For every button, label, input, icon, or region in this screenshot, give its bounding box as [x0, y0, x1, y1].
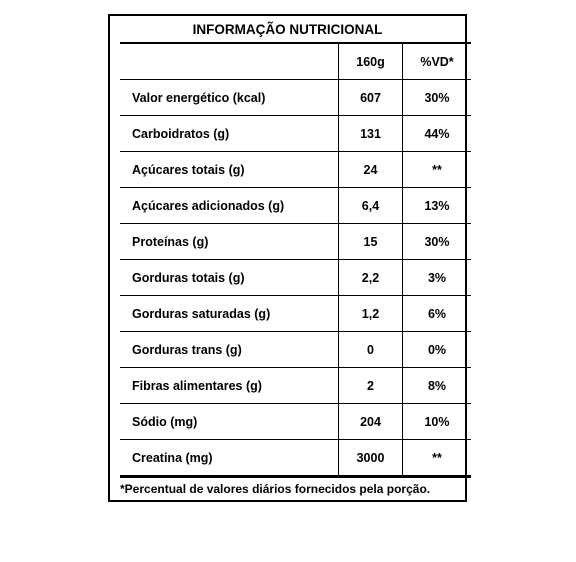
nutrient-label: Gorduras saturadas (g): [120, 296, 339, 332]
header-nutrient: [120, 43, 339, 80]
nutrient-label: Açúcares totais (g): [120, 152, 339, 188]
footnote: *Percentual de valores diários fornecidos pela porção.: [120, 482, 431, 496]
nutrient-daily-value: **: [403, 440, 472, 477]
nutrient-label: Valor energético (kcal): [120, 80, 339, 116]
table-row: [120, 152, 471, 188]
table-row: [120, 440, 471, 477]
nutrient-amount: 607: [339, 80, 403, 116]
nutrient-label: Creatina (mg): [120, 440, 339, 477]
table-header-row: [120, 43, 471, 80]
nutrient-amount: 15: [339, 224, 403, 260]
nutrient-label: Sódio (mg): [120, 404, 339, 440]
nutrient-daily-value: 8%: [403, 368, 472, 404]
nutrient-daily-value: 30%: [403, 80, 472, 116]
table-row: [120, 224, 471, 260]
nutrient-label: Fibras alimentares (g): [120, 368, 339, 404]
nutrient-amount: 2: [339, 368, 403, 404]
nutrient-label: Açúcares adicionados (g): [120, 188, 339, 224]
nutrient-amount: 24: [339, 152, 403, 188]
nutrient-amount: 2,2: [339, 260, 403, 296]
nutrient-label: Proteínas (g): [120, 224, 339, 260]
table-row: [120, 368, 471, 404]
panel-title: INFORMAÇÃO NUTRICIONAL: [192, 22, 383, 37]
nutrient-amount: 0: [339, 332, 403, 368]
nutrient-amount: 204: [339, 404, 403, 440]
nutrient-daily-value: 13%: [403, 188, 472, 224]
nutrient-amount: 131: [339, 116, 403, 152]
nutrient-daily-value: **: [403, 152, 472, 188]
nutrient-daily-value: 44%: [403, 116, 472, 152]
table-row: [120, 296, 471, 332]
table-row: [120, 80, 471, 116]
nutrient-label: Gorduras totais (g): [120, 260, 339, 296]
table-row: [120, 260, 471, 296]
header-daily-value: %VD*: [403, 43, 472, 80]
nutrient-label: Carboidratos (g): [120, 116, 339, 152]
nutrient-amount: 1,2: [339, 296, 403, 332]
nutrition-table-wrapper: [120, 42, 457, 478]
nutrition-facts-panel: [108, 14, 467, 502]
nutrient-amount: 6,4: [339, 188, 403, 224]
table-row: [120, 332, 471, 368]
table-row: [120, 116, 471, 152]
nutrition-table: [120, 42, 471, 478]
nutrient-daily-value: 10%: [403, 404, 472, 440]
nutrient-daily-value: 30%: [403, 224, 472, 260]
header-portion: 160g: [339, 43, 403, 80]
table-row: [120, 188, 471, 224]
nutrient-daily-value: 0%: [403, 332, 472, 368]
nutrient-label: Gorduras trans (g): [120, 332, 339, 368]
nutrient-daily-value: 6%: [403, 296, 472, 332]
table-row: [120, 404, 471, 440]
nutrient-daily-value: 3%: [403, 260, 472, 296]
nutrient-amount: 3000: [339, 440, 403, 477]
